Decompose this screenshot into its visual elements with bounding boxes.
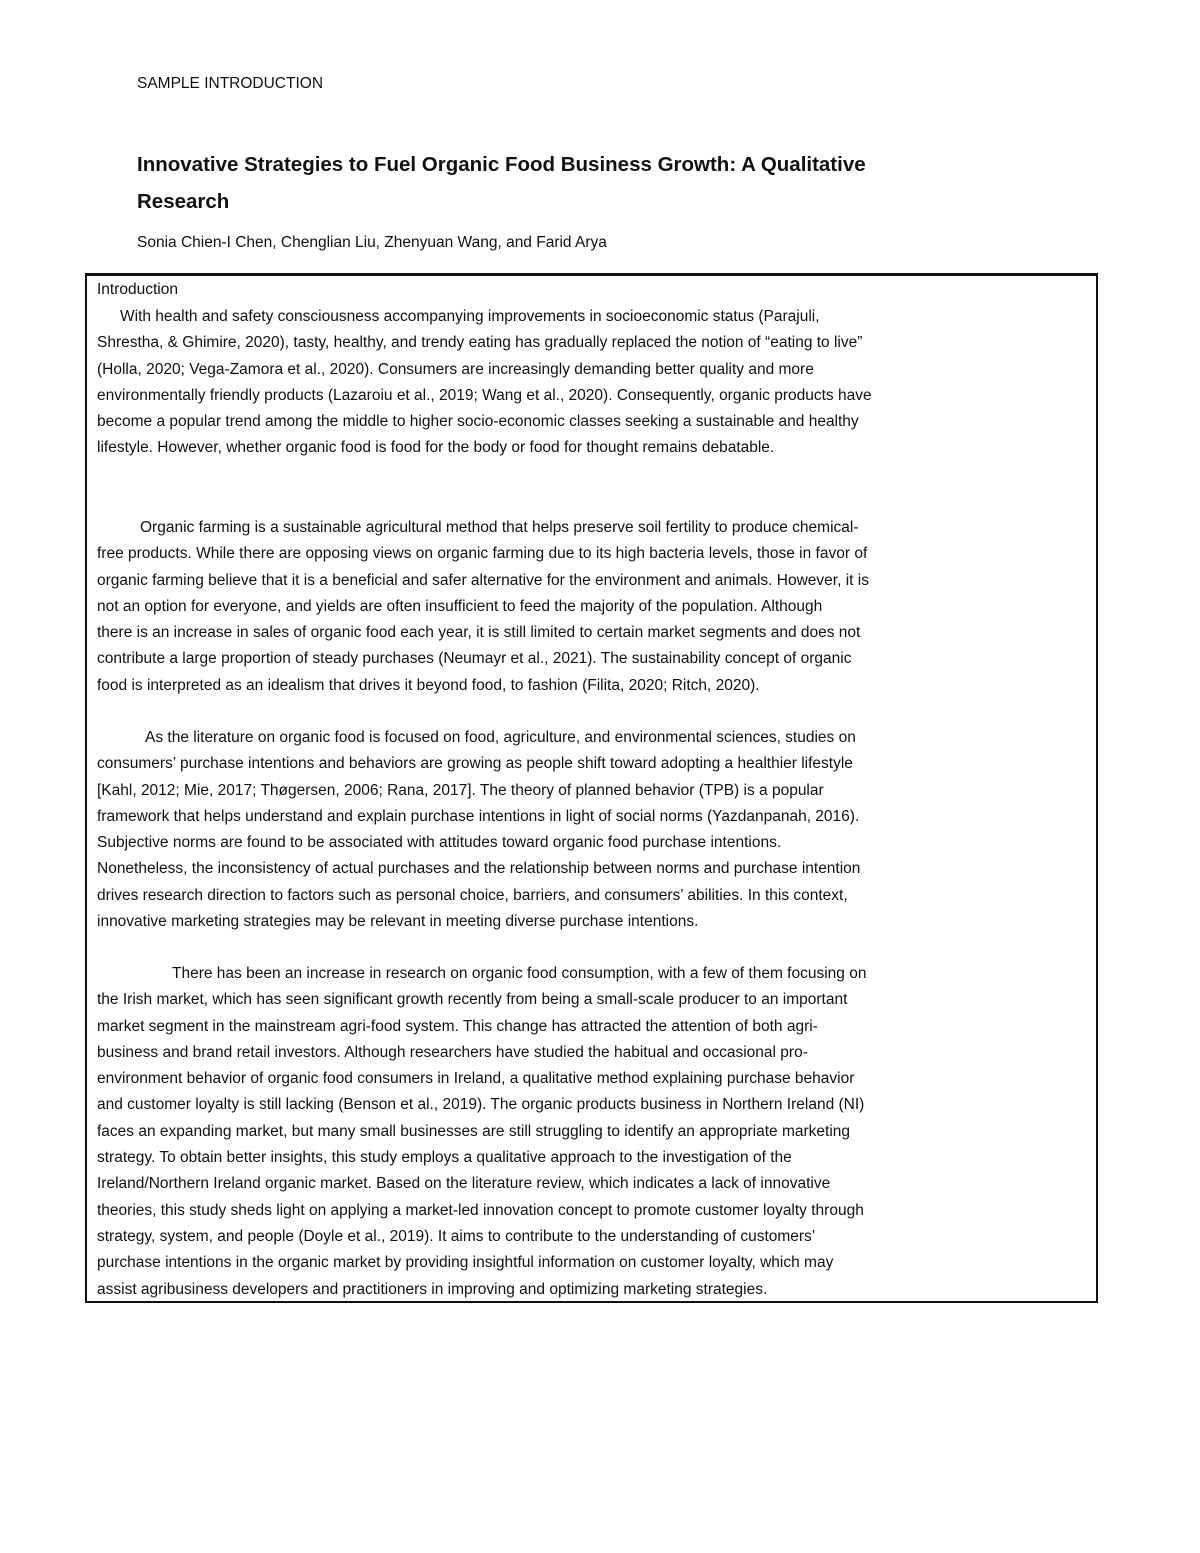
paragraph-line: Subjective norms are found to be associated with attitudes toward organic food purchase intentions.	[97, 834, 782, 852]
paragraph-line: There has been an increase in research on organic food consumption, with a few of them focusing on	[172, 965, 867, 982]
paragraph-line: framework that helps understand and explain purchase intentions in light of social norms (Yazdanpanah, 2016).	[97, 807, 860, 825]
paragraph-line: free products. While there are opposing views on organic farming due to its high bacteria levels, those in favor of	[97, 545, 868, 563]
paragraph-4	[97, 961, 866, 1303]
section-heading: Introduction	[97, 281, 178, 298]
paragraph-line: consumers’ purchase intentions and behaviors are growing as people shift toward adopting a healthier lifestyle	[97, 755, 853, 773]
paragraph-3	[97, 725, 860, 935]
paragraph-line: theories, this study sheds light on applying a market-led innovation concept to promote customer loyalty through	[97, 1201, 864, 1219]
paragraph-1	[97, 304, 872, 462]
paragraph-line: With health and safety consciousness accompanying improvements in socioeconomic status (Parajuli,	[120, 308, 820, 325]
title-line: Innovative Strategies to Fuel Organic Food Business Growth: A Qualitative	[137, 153, 866, 176]
paragraph-line: (Holla, 2020; Vega-Zamora et al., 2020). Consumers are increasingly demanding better quality and more	[97, 360, 814, 378]
paragraph-line: drives research direction to factors such as personal choice, barriers, and consumers’ abilities. In this context,	[97, 886, 848, 904]
paragraph-line: the Irish market, which has seen significant growth recently from being a small-scale producer to an important	[97, 991, 848, 1009]
paragraph-line: contribute a large proportion of steady purchases (Neumayr et al., 2021). The sustainability concept of organic	[97, 650, 852, 668]
paragraph-line: lifestyle. However, whether organic food is food for the body or food for thought remains debatable.	[97, 439, 775, 457]
paragraph-line: business and brand retail investors. Although researchers have studied the habitual and occasional pro-	[97, 1043, 808, 1061]
paragraph-line: become a popular trend among the middle to higher socio-economic classes seeking a sustainable and healthy	[97, 413, 859, 431]
paragraph-line: not an option for everyone, and yields are often insufficient to feed the majority of the population. Although	[97, 597, 823, 615]
paragraph-line: and customer loyalty is still lacking (Benson et al., 2019). The organic products business in Northern Ireland (NI)	[97, 1096, 865, 1114]
paragraph-line: environment behavior of organic food consumers in Ireland, a qualitative method explaining purchase behavior	[97, 1070, 855, 1088]
paragraph-line: environmentally friendly products (Lazaroiu et al., 2019; Wang et al., 2020). Consequently, organic products have	[97, 386, 872, 404]
paragraph-line: assist agribusiness developers and practitioners in improving and optimizing marketing strategies.	[97, 1280, 768, 1298]
paragraph-line: faces an expanding market, but many small businesses are still struggling to identify an appropriate marketing	[97, 1122, 851, 1140]
paragraph-line: strategy, system, and people (Doyle et al., 2019). It aims to contribute to the understanding of customers’	[97, 1227, 816, 1245]
paragraph-line: As the literature on organic food is focused on food, agriculture, and environmental sciences, studies on	[145, 729, 856, 746]
paragraph-line: strategy. To obtain better insights, this study employs a qualitative approach to the investigation of the	[97, 1149, 792, 1167]
paragraph-line: market segment in the mainstream agri-food system. This change has attracted the attention of both agri-	[97, 1017, 818, 1035]
paragraph-line: Nonetheless, the inconsistency of actual purchases and the relationship between norms and purchase intention	[97, 860, 861, 878]
paragraph-line: purchase intentions in the organic market by providing insightful information on customer loyalty, which may	[97, 1254, 834, 1272]
title-line: Research	[137, 190, 230, 213]
paragraph-line: Ireland/Northern Ireland organic market. Based on the literature review, which indicates a lack of innovative	[97, 1175, 831, 1193]
paragraph-line: food is interpreted as an idealism that drives it beyond food, to fashion (Filita, 2020; Ritch, 2020).	[97, 676, 760, 694]
paragraph-line: Organic farming is a sustainable agricultural method that helps preserve soil fertility to produce chemical-	[140, 519, 859, 536]
document-label: SAMPLE INTRODUCTION	[137, 75, 324, 92]
paragraph-line: Shrestha, & Ghimire, 2020), tasty, healthy, and trendy eating has gradually replaced the notion of “eating to live”	[97, 334, 863, 352]
paper-title	[137, 146, 866, 220]
paragraph-line: there is an increase in sales of organic food each year, it is still limited to certain market segments and does not	[97, 624, 861, 642]
paragraph-line: [Kahl, 2012; Mie, 2017; Thøgersen, 2006; Rana, 2017]. The theory of planned behavior (TPB) is a popular	[97, 781, 824, 799]
authors: Sonia Chien-I Chen, Chenglian Liu, Zhenyuan Wang, and Farid Arya	[137, 234, 607, 251]
paragraph-line: innovative marketing strategies may be relevant in meeting diverse purchase intentions.	[97, 913, 699, 931]
paragraph-2	[97, 515, 869, 699]
paragraph-line: organic farming believe that it is a beneficial and safer alternative for the environment and animals. However, it is	[97, 571, 869, 589]
